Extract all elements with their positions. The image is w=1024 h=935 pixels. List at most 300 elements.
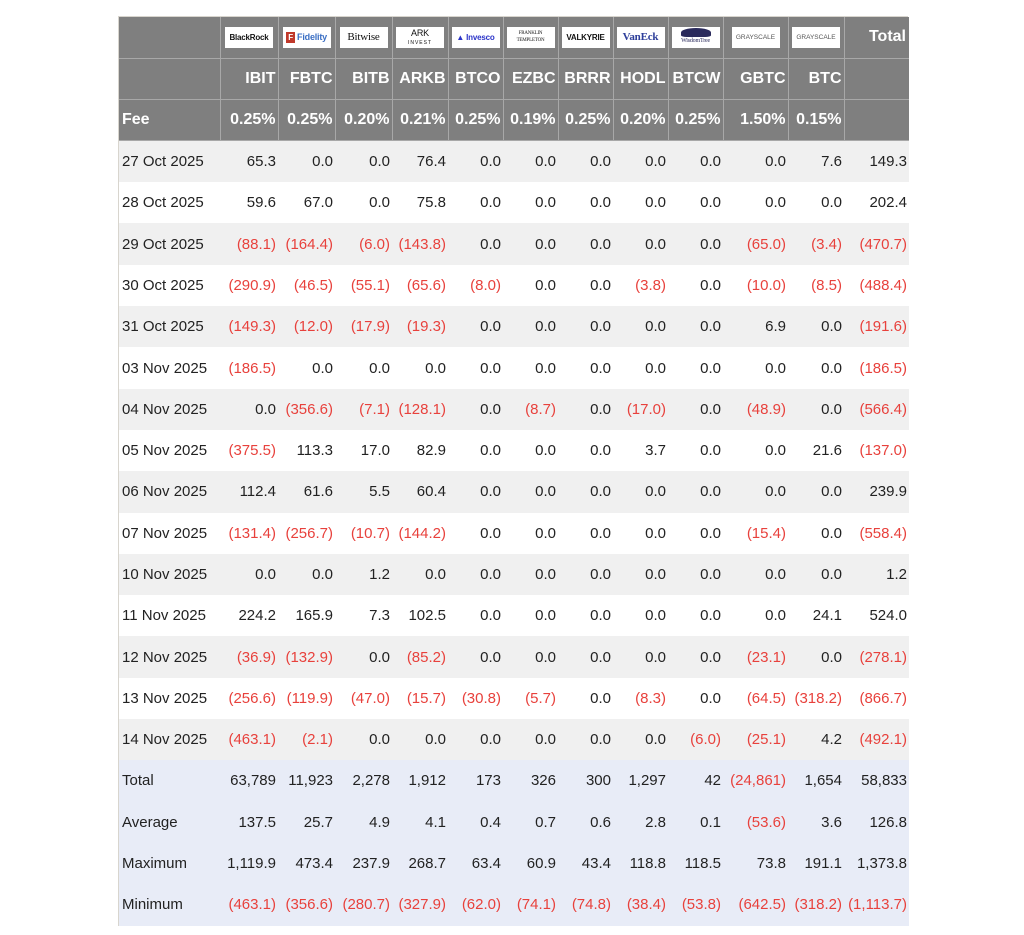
date-cell: 03 Nov 2025 bbox=[119, 347, 220, 388]
fee-value: 0.20% bbox=[613, 100, 668, 141]
flow-value-cell: 3.6 bbox=[788, 802, 844, 843]
daily-flow-row bbox=[119, 389, 909, 430]
flow-value-cell: 0.0 bbox=[392, 347, 448, 388]
date-cell: 29 Oct 2025 bbox=[119, 223, 220, 264]
flow-value-cell: (48.9) bbox=[723, 389, 788, 430]
flow-value-cell: 0.0 bbox=[503, 182, 558, 223]
flow-value-cell: 0.0 bbox=[278, 141, 335, 182]
flow-value-cell: 0.0 bbox=[668, 265, 723, 306]
ticker-header: BTCW bbox=[668, 58, 723, 99]
flow-value-cell: 3.7 bbox=[613, 430, 668, 471]
daily-flow-row bbox=[119, 471, 909, 512]
flow-value-cell: 0.0 bbox=[503, 513, 558, 554]
fee-total-blank bbox=[844, 100, 909, 141]
flow-value-cell: (65.0) bbox=[723, 223, 788, 264]
bitwise-logo-icon: Bitwise bbox=[340, 27, 388, 48]
daily-flow-row bbox=[119, 347, 909, 388]
row-total-cell: (470.7) bbox=[844, 223, 909, 264]
flow-value-cell: (53.8) bbox=[668, 884, 723, 925]
flow-value-cell: 0.0 bbox=[613, 636, 668, 677]
flow-value-cell: 0.0 bbox=[558, 719, 613, 760]
flow-value-cell: 0.0 bbox=[335, 636, 392, 677]
blackrock-logo-icon: BlackRock bbox=[225, 27, 273, 48]
flow-value-cell: 0.0 bbox=[613, 513, 668, 554]
flow-value-cell: (7.1) bbox=[335, 389, 392, 430]
flow-value-cell: 0.0 bbox=[503, 430, 558, 471]
flow-value-cell: 0.0 bbox=[668, 636, 723, 677]
logo-cell-wisdomtree bbox=[668, 17, 723, 58]
flow-value-cell: 137.5 bbox=[220, 802, 278, 843]
logo-cell-grayscale-gbtc bbox=[723, 17, 788, 58]
flow-value-cell: (128.1) bbox=[392, 389, 448, 430]
flow-value-cell: 0.0 bbox=[392, 554, 448, 595]
flow-value-cell: 1,654 bbox=[788, 760, 844, 801]
flow-value-cell: 0.0 bbox=[448, 636, 503, 677]
flow-value-cell: 0.0 bbox=[723, 554, 788, 595]
flow-value-cell: 6.9 bbox=[723, 306, 788, 347]
flow-value-cell: 0.0 bbox=[668, 513, 723, 554]
flow-value-cell: (144.2) bbox=[392, 513, 448, 554]
logo-cell-franklin bbox=[503, 17, 558, 58]
row-total-cell: (492.1) bbox=[844, 719, 909, 760]
summary-row bbox=[119, 802, 909, 843]
flow-value-cell: 165.9 bbox=[278, 595, 335, 636]
daily-flow-row bbox=[119, 306, 909, 347]
row-total-cell: (566.4) bbox=[844, 389, 909, 430]
flow-value-cell: 0.0 bbox=[558, 265, 613, 306]
flow-value-cell: 7.6 bbox=[788, 141, 844, 182]
ticker-row bbox=[119, 58, 909, 99]
flow-value-cell: 73.8 bbox=[723, 843, 788, 884]
flow-value-cell: (256.7) bbox=[278, 513, 335, 554]
fee-label: Fee bbox=[119, 100, 220, 141]
flow-value-cell: 0.0 bbox=[613, 141, 668, 182]
flow-value-cell: 0.0 bbox=[613, 554, 668, 595]
flow-value-cell: (23.1) bbox=[723, 636, 788, 677]
flow-value-cell: 0.0 bbox=[788, 636, 844, 677]
ticker-header: GBTC bbox=[723, 58, 788, 99]
flow-value-cell: 0.0 bbox=[558, 471, 613, 512]
summary-label: Total bbox=[119, 760, 220, 801]
flow-value-cell: 0.0 bbox=[503, 306, 558, 347]
fee-value: 0.15% bbox=[788, 100, 844, 141]
flow-value-cell: 76.4 bbox=[392, 141, 448, 182]
flow-value-cell: (186.5) bbox=[220, 347, 278, 388]
logo-cell-bitwise bbox=[335, 17, 392, 58]
flow-value-cell: (55.1) bbox=[335, 265, 392, 306]
flow-value-cell: (356.6) bbox=[278, 884, 335, 925]
flow-value-cell: 60.4 bbox=[392, 471, 448, 512]
flow-value-cell: 17.0 bbox=[335, 430, 392, 471]
flow-value-cell: 0.4 bbox=[448, 802, 503, 843]
flow-value-cell: (53.6) bbox=[723, 802, 788, 843]
flow-value-cell: (85.2) bbox=[392, 636, 448, 677]
date-cell: 14 Nov 2025 bbox=[119, 719, 220, 760]
flow-value-cell: 0.0 bbox=[448, 223, 503, 264]
daily-flow-row bbox=[119, 223, 909, 264]
flow-value-cell: 4.9 bbox=[335, 802, 392, 843]
fee-value: 0.25% bbox=[448, 100, 503, 141]
ticker-header: BRRR bbox=[558, 58, 613, 99]
summary-label: Maximum bbox=[119, 843, 220, 884]
logo-cell-grayscale-btc bbox=[788, 17, 844, 58]
flow-value-cell: 173 bbox=[448, 760, 503, 801]
date-cell: 31 Oct 2025 bbox=[119, 306, 220, 347]
ticker-row-label bbox=[119, 58, 220, 99]
ticker-header: BTC bbox=[788, 58, 844, 99]
wisdomtree-logo-text: WisdomTree bbox=[681, 37, 710, 44]
flow-value-cell: 0.0 bbox=[335, 719, 392, 760]
flow-value-cell: (65.6) bbox=[392, 265, 448, 306]
flow-value-cell: 0.0 bbox=[668, 389, 723, 430]
flow-value-cell: 65.3 bbox=[220, 141, 278, 182]
flow-value-cell: 43.4 bbox=[558, 843, 613, 884]
flow-value-cell: (375.5) bbox=[220, 430, 278, 471]
flow-value-cell: 268.7 bbox=[392, 843, 448, 884]
summary-row bbox=[119, 884, 909, 925]
daily-flow-row bbox=[119, 636, 909, 677]
row-total-cell: (488.4) bbox=[844, 265, 909, 306]
flow-value-cell: (6.0) bbox=[668, 719, 723, 760]
flow-value-cell: (15.7) bbox=[392, 678, 448, 719]
corner-cell bbox=[119, 17, 220, 58]
flow-value-cell: 0.0 bbox=[503, 141, 558, 182]
flow-value-cell: (6.0) bbox=[335, 223, 392, 264]
flow-value-cell: 0.0 bbox=[558, 430, 613, 471]
flow-value-cell: 0.0 bbox=[723, 430, 788, 471]
flow-value-cell: 2,278 bbox=[335, 760, 392, 801]
flow-value-cell: 63,789 bbox=[220, 760, 278, 801]
row-total-cell: (137.0) bbox=[844, 430, 909, 471]
flow-value-cell: 113.3 bbox=[278, 430, 335, 471]
date-cell: 27 Oct 2025 bbox=[119, 141, 220, 182]
flow-value-cell: 224.2 bbox=[220, 595, 278, 636]
flow-value-cell: 0.0 bbox=[668, 141, 723, 182]
fee-value: 0.20% bbox=[335, 100, 392, 141]
flow-value-cell: 0.0 bbox=[613, 595, 668, 636]
date-cell: 06 Nov 2025 bbox=[119, 471, 220, 512]
flow-value-cell: 0.0 bbox=[220, 554, 278, 595]
flow-value-cell: (25.1) bbox=[723, 719, 788, 760]
flow-value-cell: 61.6 bbox=[278, 471, 335, 512]
row-total-cell: (186.5) bbox=[844, 347, 909, 388]
flow-value-cell: 473.4 bbox=[278, 843, 335, 884]
flow-value-cell: 0.0 bbox=[558, 182, 613, 223]
flow-value-cell: 7.3 bbox=[335, 595, 392, 636]
fidelity-logo-icon bbox=[283, 27, 331, 48]
ticker-header: BITB bbox=[335, 58, 392, 99]
flow-value-cell: 0.0 bbox=[503, 554, 558, 595]
flow-value-cell: (38.4) bbox=[613, 884, 668, 925]
flow-value-cell: (8.0) bbox=[448, 265, 503, 306]
fidelity-logo-text: Fidelity bbox=[297, 31, 327, 42]
flow-value-cell: 0.0 bbox=[723, 141, 788, 182]
fee-row bbox=[119, 100, 909, 141]
flow-value-cell: (256.6) bbox=[220, 678, 278, 719]
flow-value-cell: (10.7) bbox=[335, 513, 392, 554]
flow-value-cell: (119.9) bbox=[278, 678, 335, 719]
ticker-total-blank bbox=[844, 58, 909, 99]
bitcoin-etf-flows-table bbox=[119, 17, 909, 926]
flow-value-cell: (30.8) bbox=[448, 678, 503, 719]
row-total-cell: 1,373.8 bbox=[844, 843, 909, 884]
flow-value-cell: 0.0 bbox=[788, 554, 844, 595]
flow-value-cell: 0.0 bbox=[278, 554, 335, 595]
flow-value-cell: 0.0 bbox=[558, 554, 613, 595]
flow-value-cell: 0.0 bbox=[503, 347, 558, 388]
flow-value-cell: 1,119.9 bbox=[220, 843, 278, 884]
logo-cell-fidelity bbox=[278, 17, 335, 58]
flow-value-cell: (164.4) bbox=[278, 223, 335, 264]
flow-value-cell: (24,861) bbox=[723, 760, 788, 801]
flow-value-cell: (280.7) bbox=[335, 884, 392, 925]
flow-value-cell: 0.0 bbox=[503, 636, 558, 677]
ticker-header: ARKB bbox=[392, 58, 448, 99]
flow-value-cell: (74.1) bbox=[503, 884, 558, 925]
flow-value-cell: 0.0 bbox=[448, 389, 503, 430]
flow-value-cell: 0.0 bbox=[503, 471, 558, 512]
flow-value-cell: 0.1 bbox=[668, 802, 723, 843]
flow-value-cell: 0.0 bbox=[335, 141, 392, 182]
flow-value-cell: 0.0 bbox=[788, 347, 844, 388]
flow-value-cell: 326 bbox=[503, 760, 558, 801]
flow-value-cell: (356.6) bbox=[278, 389, 335, 430]
flow-value-cell: 0.7 bbox=[503, 802, 558, 843]
ark-logo-sub: INVEST bbox=[407, 39, 433, 46]
row-total-cell: (278.1) bbox=[844, 636, 909, 677]
flow-value-cell: 0.0 bbox=[278, 347, 335, 388]
fee-value: 0.19% bbox=[503, 100, 558, 141]
flow-value-cell: 0.0 bbox=[448, 141, 503, 182]
flow-value-cell: 0.0 bbox=[668, 595, 723, 636]
flow-value-cell: 0.0 bbox=[558, 223, 613, 264]
date-cell: 11 Nov 2025 bbox=[119, 595, 220, 636]
flow-value-cell: 0.0 bbox=[558, 306, 613, 347]
ticker-header: BTCO bbox=[448, 58, 503, 99]
flow-value-cell: 0.0 bbox=[613, 306, 668, 347]
flow-value-cell: 0.0 bbox=[220, 389, 278, 430]
flow-value-cell: 0.0 bbox=[613, 719, 668, 760]
flow-value-cell: 0.0 bbox=[668, 347, 723, 388]
flow-value-cell: (642.5) bbox=[723, 884, 788, 925]
flow-value-cell: 0.0 bbox=[558, 595, 613, 636]
flow-value-cell: (3.4) bbox=[788, 223, 844, 264]
flow-value-cell: 0.0 bbox=[668, 430, 723, 471]
fee-value: 0.25% bbox=[668, 100, 723, 141]
flow-value-cell: (46.5) bbox=[278, 265, 335, 306]
flow-value-cell: 0.0 bbox=[503, 265, 558, 306]
daily-flow-row bbox=[119, 513, 909, 554]
fee-value: 1.50% bbox=[723, 100, 788, 141]
date-cell: 30 Oct 2025 bbox=[119, 265, 220, 306]
daily-flow-row bbox=[119, 678, 909, 719]
flow-value-cell: 191.1 bbox=[788, 843, 844, 884]
ark-logo-main: ARK bbox=[411, 27, 429, 38]
flow-value-cell: 42 bbox=[668, 760, 723, 801]
logo-cell-blackrock bbox=[220, 17, 278, 58]
flow-value-cell: (318.2) bbox=[788, 884, 844, 925]
summary-label: Average bbox=[119, 802, 220, 843]
flow-value-cell: 102.5 bbox=[392, 595, 448, 636]
flow-value-cell: 0.0 bbox=[668, 471, 723, 512]
wisdomtree-logo-icon bbox=[672, 27, 720, 48]
flow-value-cell: 118.8 bbox=[613, 843, 668, 884]
flow-value-cell: 0.0 bbox=[613, 347, 668, 388]
summary-label: Minimum bbox=[119, 884, 220, 925]
row-total-cell: 1.2 bbox=[844, 554, 909, 595]
row-total-cell: (866.7) bbox=[844, 678, 909, 719]
flow-value-cell: 0.0 bbox=[558, 347, 613, 388]
flow-value-cell: (463.1) bbox=[220, 719, 278, 760]
flow-value-cell: 1,297 bbox=[613, 760, 668, 801]
daily-flow-row bbox=[119, 265, 909, 306]
flow-value-cell: (8.3) bbox=[613, 678, 668, 719]
ticker-header: FBTC bbox=[278, 58, 335, 99]
ark-invest-logo-icon bbox=[396, 27, 444, 48]
flow-value-cell: (131.4) bbox=[220, 513, 278, 554]
flow-value-cell: 0.0 bbox=[723, 182, 788, 223]
flow-value-cell: 0.0 bbox=[503, 223, 558, 264]
flow-value-cell: 0.0 bbox=[668, 223, 723, 264]
flow-value-cell: 0.0 bbox=[558, 389, 613, 430]
row-total-cell: (1,113.7) bbox=[844, 884, 909, 925]
date-cell: 28 Oct 2025 bbox=[119, 182, 220, 223]
flow-value-cell: 0.0 bbox=[335, 182, 392, 223]
daily-flow-row bbox=[119, 141, 909, 182]
logo-cell-valkyrie bbox=[558, 17, 613, 58]
row-total-cell: 202.4 bbox=[844, 182, 909, 223]
flow-value-cell: 4.1 bbox=[392, 802, 448, 843]
flow-value-cell: 0.0 bbox=[448, 719, 503, 760]
flow-value-cell: 0.0 bbox=[392, 719, 448, 760]
flow-value-cell: 0.0 bbox=[668, 554, 723, 595]
flow-value-cell: 0.0 bbox=[668, 306, 723, 347]
flow-value-cell: 4.2 bbox=[788, 719, 844, 760]
flow-value-cell: 112.4 bbox=[220, 471, 278, 512]
issuer-logo-row bbox=[119, 17, 909, 58]
row-total-cell: 126.8 bbox=[844, 802, 909, 843]
flow-value-cell: 0.0 bbox=[558, 513, 613, 554]
flow-value-cell: (88.1) bbox=[220, 223, 278, 264]
flow-value-cell: 0.0 bbox=[448, 595, 503, 636]
flow-value-cell: 25.7 bbox=[278, 802, 335, 843]
flow-value-cell: (2.1) bbox=[278, 719, 335, 760]
wisdomtree-tree-icon bbox=[681, 28, 711, 37]
row-total-cell: (191.6) bbox=[844, 306, 909, 347]
flow-value-cell: (8.5) bbox=[788, 265, 844, 306]
daily-flow-row bbox=[119, 554, 909, 595]
flow-value-cell: (8.7) bbox=[503, 389, 558, 430]
flow-value-cell: 0.0 bbox=[788, 306, 844, 347]
logo-cell-ark bbox=[392, 17, 448, 58]
flow-value-cell: 0.0 bbox=[448, 471, 503, 512]
flow-value-cell: (290.9) bbox=[220, 265, 278, 306]
flow-value-cell: 0.0 bbox=[335, 347, 392, 388]
flow-value-cell: 67.0 bbox=[278, 182, 335, 223]
flow-value-cell: (64.5) bbox=[723, 678, 788, 719]
flow-value-cell: 11,923 bbox=[278, 760, 335, 801]
valkyrie-logo-icon: VALKYRIE bbox=[562, 27, 610, 48]
date-cell: 05 Nov 2025 bbox=[119, 430, 220, 471]
flow-value-cell: 0.0 bbox=[448, 513, 503, 554]
flow-value-cell: (318.2) bbox=[788, 678, 844, 719]
flow-value-cell: 0.0 bbox=[558, 141, 613, 182]
flow-value-cell: (327.9) bbox=[392, 884, 448, 925]
flow-value-cell: 0.0 bbox=[503, 595, 558, 636]
flow-value-cell: (5.7) bbox=[503, 678, 558, 719]
total-column-header: Total bbox=[844, 17, 909, 58]
date-cell: 04 Nov 2025 bbox=[119, 389, 220, 430]
fee-value: 0.25% bbox=[278, 100, 335, 141]
flow-value-cell: (132.9) bbox=[278, 636, 335, 677]
grayscale-logo-icon: GRAYSCALE bbox=[732, 27, 780, 48]
flow-value-cell: 300 bbox=[558, 760, 613, 801]
flow-value-cell: (143.8) bbox=[392, 223, 448, 264]
fidelity-logo-mark: F bbox=[286, 32, 295, 43]
flow-value-cell: 59.6 bbox=[220, 182, 278, 223]
date-cell: 07 Nov 2025 bbox=[119, 513, 220, 554]
ticker-header: EZBC bbox=[503, 58, 558, 99]
flow-value-cell: 82.9 bbox=[392, 430, 448, 471]
flow-value-cell: (463.1) bbox=[220, 884, 278, 925]
flow-value-cell: (149.3) bbox=[220, 306, 278, 347]
flow-value-cell: 0.0 bbox=[613, 223, 668, 264]
etf-flows-table-container bbox=[118, 16, 908, 926]
date-cell: 12 Nov 2025 bbox=[119, 636, 220, 677]
invesco-logo-icon: ▲ Invesco bbox=[452, 27, 500, 48]
row-total-cell: 239.9 bbox=[844, 471, 909, 512]
date-cell: 13 Nov 2025 bbox=[119, 678, 220, 719]
flow-value-cell: (17.9) bbox=[335, 306, 392, 347]
flow-value-cell: (10.0) bbox=[723, 265, 788, 306]
franklin-logo-line2: TEMPLETON bbox=[516, 37, 545, 43]
flow-value-cell: 2.8 bbox=[613, 802, 668, 843]
flow-value-cell: 0.0 bbox=[668, 678, 723, 719]
flow-value-cell: (3.8) bbox=[613, 265, 668, 306]
flow-value-cell: 0.0 bbox=[788, 513, 844, 554]
flow-value-cell: 0.0 bbox=[723, 347, 788, 388]
daily-flow-row bbox=[119, 182, 909, 223]
flow-value-cell: 0.0 bbox=[448, 347, 503, 388]
flow-value-cell: (17.0) bbox=[613, 389, 668, 430]
flow-value-cell: 0.0 bbox=[723, 595, 788, 636]
flow-value-cell: 0.0 bbox=[448, 554, 503, 595]
summary-row bbox=[119, 843, 909, 884]
flow-value-cell: 1,912 bbox=[392, 760, 448, 801]
row-total-cell: (558.4) bbox=[844, 513, 909, 554]
flow-value-cell: 0.0 bbox=[788, 471, 844, 512]
flow-value-cell: 0.0 bbox=[448, 306, 503, 347]
franklin-logo-line1: FRANKLIN bbox=[518, 30, 543, 36]
flow-value-cell: 75.8 bbox=[392, 182, 448, 223]
row-total-cell: 149.3 bbox=[844, 141, 909, 182]
flow-value-cell: 0.0 bbox=[668, 182, 723, 223]
flow-value-cell: 0.0 bbox=[788, 389, 844, 430]
flow-value-cell: (62.0) bbox=[448, 884, 503, 925]
row-total-cell: 58,833 bbox=[844, 760, 909, 801]
daily-flow-row bbox=[119, 430, 909, 471]
flow-value-cell: 0.0 bbox=[448, 430, 503, 471]
flow-value-cell: 0.0 bbox=[723, 471, 788, 512]
row-total-cell: 524.0 bbox=[844, 595, 909, 636]
flow-value-cell: 0.0 bbox=[788, 182, 844, 223]
daily-flow-row bbox=[119, 719, 909, 760]
flow-value-cell: (15.4) bbox=[723, 513, 788, 554]
summary-row bbox=[119, 760, 909, 801]
fee-value: 0.21% bbox=[392, 100, 448, 141]
flows-table-body bbox=[119, 141, 909, 926]
flow-value-cell: 0.0 bbox=[503, 719, 558, 760]
